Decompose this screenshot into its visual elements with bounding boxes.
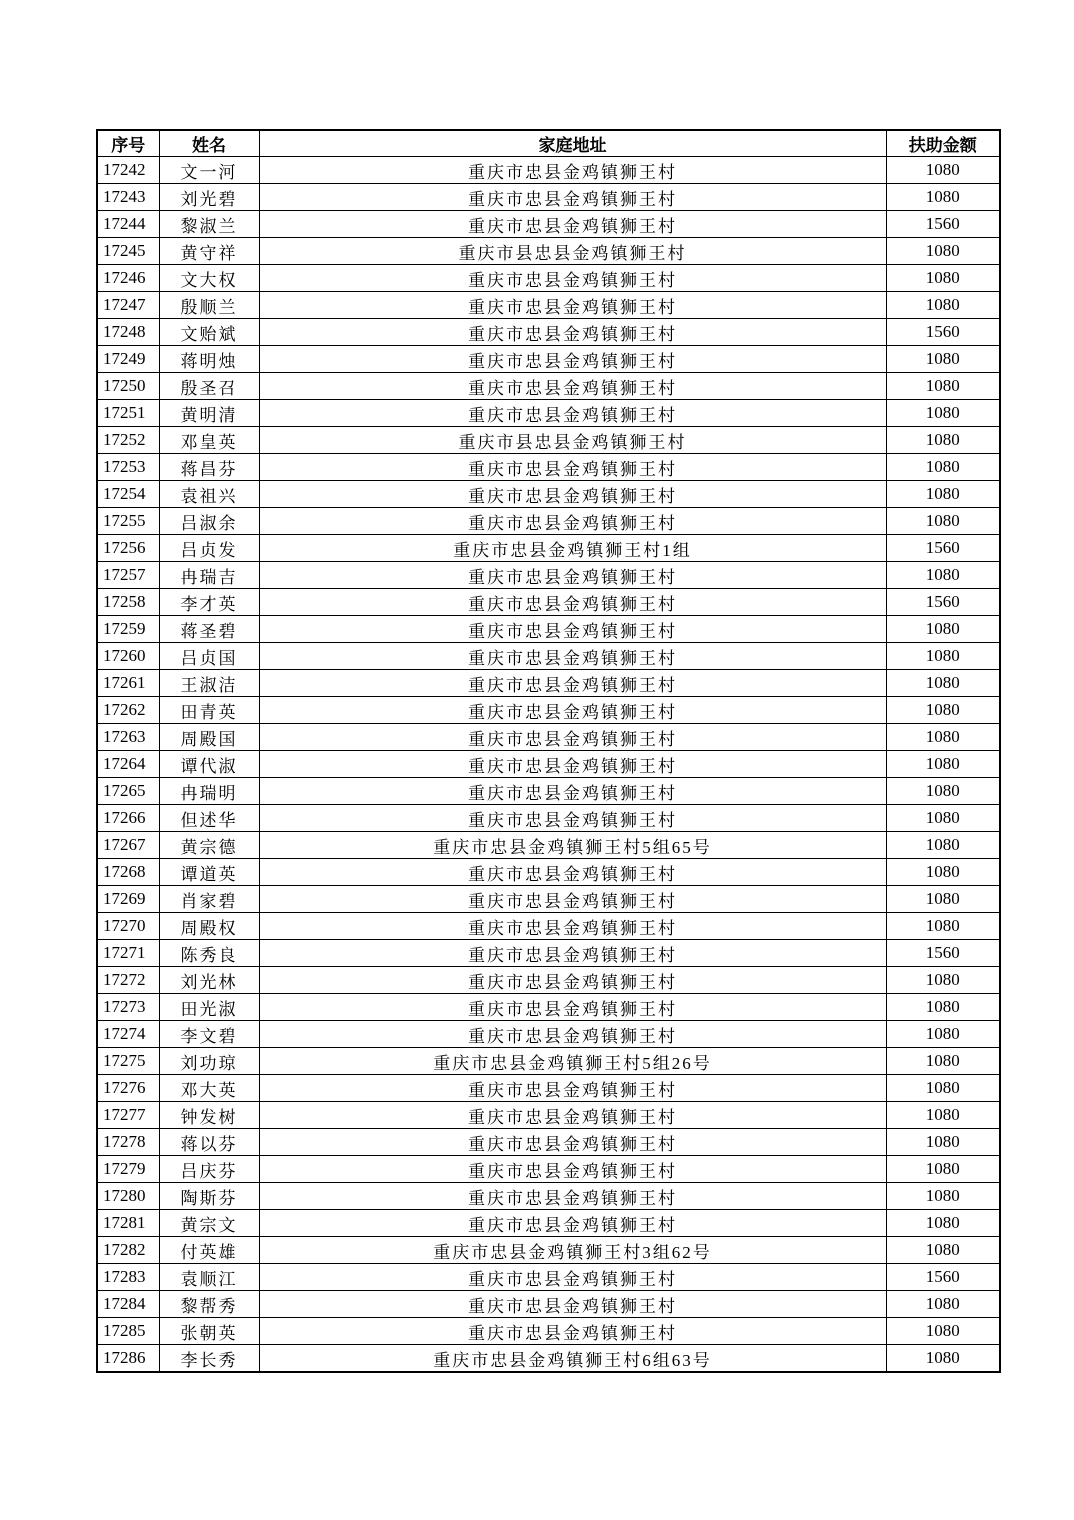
- table-row: [97, 481, 1000, 508]
- address-cell: 重庆市忠县金鸡镇狮王村: [259, 1291, 886, 1318]
- name-cell: 李才英: [159, 589, 259, 616]
- amount-cell: 1080: [886, 562, 1000, 589]
- seq-cell: 17244: [97, 211, 159, 238]
- address-cell: 重庆市忠县金鸡镇狮王村: [259, 1264, 886, 1291]
- name-cell: 文贻斌: [159, 319, 259, 346]
- address-cell: 重庆市忠县金鸡镇狮王村: [259, 454, 886, 481]
- table-row: [97, 832, 1000, 859]
- amount-cell: 1080: [886, 724, 1000, 751]
- seq-cell: 17248: [97, 319, 159, 346]
- amount-cell: 1080: [886, 346, 1000, 373]
- amount-cell: 1080: [886, 1156, 1000, 1183]
- seq-cell: 17251: [97, 400, 159, 427]
- amount-cell: 1080: [886, 616, 1000, 643]
- seq-cell: 17254: [97, 481, 159, 508]
- seq-cell: 17255: [97, 508, 159, 535]
- seq-cell: 17283: [97, 1264, 159, 1291]
- seq-cell: 17264: [97, 751, 159, 778]
- seq-cell: 17262: [97, 697, 159, 724]
- address-cell: 重庆市忠县金鸡镇狮王村: [259, 859, 886, 886]
- name-cell: 张朝英: [159, 1318, 259, 1345]
- name-cell: 文一河: [159, 157, 259, 184]
- seq-cell: 17257: [97, 562, 159, 589]
- seq-cell: 17269: [97, 886, 159, 913]
- table-row: [97, 643, 1000, 670]
- table-row: [97, 724, 1000, 751]
- name-cell: 殷顺兰: [159, 292, 259, 319]
- table-row: [97, 562, 1000, 589]
- amount-cell: 1080: [886, 859, 1000, 886]
- table-row: [97, 940, 1000, 967]
- table-row: [97, 859, 1000, 886]
- amount-cell: 1080: [886, 670, 1000, 697]
- seq-cell: 17265: [97, 778, 159, 805]
- seq-cell: 17284: [97, 1291, 159, 1318]
- amount-cell: 1560: [886, 211, 1000, 238]
- name-cell: 邓皇英: [159, 427, 259, 454]
- amount-cell: 1080: [886, 778, 1000, 805]
- amount-cell: 1080: [886, 427, 1000, 454]
- table-row: [97, 346, 1000, 373]
- table-row: [97, 1291, 1000, 1318]
- name-cell: 蒋以芬: [159, 1129, 259, 1156]
- amount-cell: 1080: [886, 400, 1000, 427]
- seq-cell: 17281: [97, 1210, 159, 1237]
- table-row: [97, 589, 1000, 616]
- address-cell: 重庆市忠县金鸡镇狮王村: [259, 481, 886, 508]
- amount-cell: 1080: [886, 1102, 1000, 1129]
- table-row: [97, 616, 1000, 643]
- header-amount: 扶助金额: [886, 130, 1000, 157]
- table-row: [97, 508, 1000, 535]
- table-row: [97, 1264, 1000, 1291]
- seq-cell: 17274: [97, 1021, 159, 1048]
- table-row: [97, 1237, 1000, 1264]
- address-cell: 重庆市忠县金鸡镇狮王村: [259, 994, 886, 1021]
- address-cell: 重庆市忠县金鸡镇狮王村: [259, 886, 886, 913]
- table-row: [97, 427, 1000, 454]
- address-cell: 重庆市忠县金鸡镇狮王村5组65号: [259, 832, 886, 859]
- amount-cell: 1080: [886, 292, 1000, 319]
- table-row: [97, 292, 1000, 319]
- seq-cell: 17268: [97, 859, 159, 886]
- name-cell: 黄宗文: [159, 1210, 259, 1237]
- seq-cell: 17273: [97, 994, 159, 1021]
- name-cell: 袁祖兴: [159, 481, 259, 508]
- name-cell: 周殿权: [159, 913, 259, 940]
- address-cell: 重庆市忠县金鸡镇狮王村: [259, 697, 886, 724]
- amount-cell: 1080: [886, 1075, 1000, 1102]
- name-cell: 王淑洁: [159, 670, 259, 697]
- seq-cell: 17277: [97, 1102, 159, 1129]
- address-cell: 重庆市忠县金鸡镇狮王村: [259, 643, 886, 670]
- address-cell: 重庆市忠县金鸡镇狮王村: [259, 967, 886, 994]
- amount-cell: 1080: [886, 967, 1000, 994]
- name-cell: 蒋明烛: [159, 346, 259, 373]
- seq-cell: 17263: [97, 724, 159, 751]
- table-row: [97, 913, 1000, 940]
- amount-cell: 1080: [886, 238, 1000, 265]
- name-cell: 蒋圣碧: [159, 616, 259, 643]
- amount-cell: 1080: [886, 1210, 1000, 1237]
- amount-cell: 1080: [886, 481, 1000, 508]
- name-cell: 冉瑞明: [159, 778, 259, 805]
- name-cell: 钟发树: [159, 1102, 259, 1129]
- amount-cell: 1080: [886, 643, 1000, 670]
- name-cell: 黎帮秀: [159, 1291, 259, 1318]
- amount-cell: 1080: [886, 1237, 1000, 1264]
- name-cell: 蒋昌芬: [159, 454, 259, 481]
- amount-cell: 1080: [886, 832, 1000, 859]
- name-cell: 冉瑞吉: [159, 562, 259, 589]
- seq-cell: 17242: [97, 157, 159, 184]
- amount-cell: 1080: [886, 1183, 1000, 1210]
- table-body: [97, 157, 1000, 1373]
- name-cell: 殷圣召: [159, 373, 259, 400]
- seq-cell: 17285: [97, 1318, 159, 1345]
- name-cell: 刘功琼: [159, 1048, 259, 1075]
- amount-cell: 1560: [886, 535, 1000, 562]
- name-cell: 刘光碧: [159, 184, 259, 211]
- name-cell: 田光淑: [159, 994, 259, 1021]
- address-cell: 重庆市忠县金鸡镇狮王村: [259, 211, 886, 238]
- amount-cell: 1080: [886, 1318, 1000, 1345]
- table-row: [97, 805, 1000, 832]
- table-header-row: [97, 130, 1000, 157]
- address-cell: 重庆市忠县金鸡镇狮王村: [259, 751, 886, 778]
- table-row: [97, 535, 1000, 562]
- table-row: [97, 1129, 1000, 1156]
- address-cell: 重庆市忠县金鸡镇狮王村: [259, 157, 886, 184]
- seq-cell: 17260: [97, 643, 159, 670]
- address-cell: 重庆市忠县金鸡镇狮王村: [259, 1210, 886, 1237]
- name-cell: 吕淑余: [159, 508, 259, 535]
- name-cell: 黄宗德: [159, 832, 259, 859]
- header-seq: 序号: [97, 130, 159, 157]
- name-cell: 袁顺江: [159, 1264, 259, 1291]
- name-cell: 刘光林: [159, 967, 259, 994]
- address-cell: 重庆市县忠县金鸡镇狮王村: [259, 427, 886, 454]
- amount-cell: 1080: [886, 805, 1000, 832]
- table-row: [97, 886, 1000, 913]
- address-cell: 重庆市忠县金鸡镇狮王村5组26号: [259, 1048, 886, 1075]
- name-cell: 李文碧: [159, 1021, 259, 1048]
- amount-cell: 1080: [886, 1021, 1000, 1048]
- address-cell: 重庆市忠县金鸡镇狮王村: [259, 184, 886, 211]
- seq-cell: 17272: [97, 967, 159, 994]
- amount-cell: 1080: [886, 913, 1000, 940]
- table-row: [97, 670, 1000, 697]
- seq-cell: 17252: [97, 427, 159, 454]
- amount-cell: 1080: [886, 994, 1000, 1021]
- table-row: [97, 1102, 1000, 1129]
- table-row: [97, 697, 1000, 724]
- name-cell: 吕贞国: [159, 643, 259, 670]
- address-cell: 重庆市忠县金鸡镇狮王村: [259, 616, 886, 643]
- address-cell: 重庆市忠县金鸡镇狮王村: [259, 562, 886, 589]
- seq-cell: 17243: [97, 184, 159, 211]
- seq-cell: 17246: [97, 265, 159, 292]
- name-cell: 肖家碧: [159, 886, 259, 913]
- name-cell: 谭道英: [159, 859, 259, 886]
- address-cell: 重庆市忠县金鸡镇狮王村: [259, 1183, 886, 1210]
- table-row: [97, 454, 1000, 481]
- seq-cell: 17247: [97, 292, 159, 319]
- address-cell: 重庆市忠县金鸡镇狮王村6组63号: [259, 1345, 886, 1373]
- seq-cell: 17267: [97, 832, 159, 859]
- table-row: [97, 1345, 1000, 1373]
- amount-cell: 1080: [886, 1048, 1000, 1075]
- address-cell: 重庆市忠县金鸡镇狮王村: [259, 589, 886, 616]
- amount-cell: 1080: [886, 1129, 1000, 1156]
- table-row: [97, 184, 1000, 211]
- table-row: [97, 1075, 1000, 1102]
- address-cell: 重庆市忠县金鸡镇狮王村: [259, 1102, 886, 1129]
- header-name: 姓名: [159, 130, 259, 157]
- name-cell: 周殿国: [159, 724, 259, 751]
- name-cell: 吕贞发: [159, 535, 259, 562]
- address-cell: 重庆市忠县金鸡镇狮王村: [259, 805, 886, 832]
- table-row: [97, 994, 1000, 1021]
- table-row: [97, 1156, 1000, 1183]
- name-cell: 黎淑兰: [159, 211, 259, 238]
- name-cell: 李长秀: [159, 1345, 259, 1373]
- name-cell: 陈秀良: [159, 940, 259, 967]
- seq-cell: 17278: [97, 1129, 159, 1156]
- table-row: [97, 400, 1000, 427]
- table-row: [97, 1183, 1000, 1210]
- address-cell: 重庆市忠县金鸡镇狮王村: [259, 670, 886, 697]
- table-row: [97, 319, 1000, 346]
- seq-cell: 17286: [97, 1345, 159, 1373]
- aid-recipient-table: [96, 129, 1001, 1373]
- name-cell: 田青英: [159, 697, 259, 724]
- address-cell: 重庆市忠县金鸡镇狮王村3组62号: [259, 1237, 886, 1264]
- table-row: [97, 373, 1000, 400]
- address-cell: 重庆市忠县金鸡镇狮王村: [259, 1075, 886, 1102]
- seq-cell: 17270: [97, 913, 159, 940]
- seq-cell: 17249: [97, 346, 159, 373]
- name-cell: 付英雄: [159, 1237, 259, 1264]
- amount-cell: 1560: [886, 1264, 1000, 1291]
- seq-cell: 17271: [97, 940, 159, 967]
- address-cell: 重庆市忠县金鸡镇狮王村: [259, 400, 886, 427]
- seq-cell: 17282: [97, 1237, 159, 1264]
- address-cell: 重庆市忠县金鸡镇狮王村: [259, 940, 886, 967]
- seq-cell: 17250: [97, 373, 159, 400]
- amount-cell: 1080: [886, 265, 1000, 292]
- table-row: [97, 265, 1000, 292]
- table-row: [97, 1210, 1000, 1237]
- amount-cell: 1080: [886, 886, 1000, 913]
- seq-cell: 17266: [97, 805, 159, 832]
- amount-cell: 1080: [886, 697, 1000, 724]
- table-row: [97, 1021, 1000, 1048]
- name-cell: 黄明清: [159, 400, 259, 427]
- amount-cell: 1560: [886, 940, 1000, 967]
- seq-cell: 17256: [97, 535, 159, 562]
- address-cell: 重庆市忠县金鸡镇狮王村1组: [259, 535, 886, 562]
- amount-cell: 1080: [886, 1345, 1000, 1373]
- seq-cell: 17253: [97, 454, 159, 481]
- address-cell: 重庆市忠县金鸡镇狮王村: [259, 373, 886, 400]
- address-cell: 重庆市忠县金鸡镇狮王村: [259, 319, 886, 346]
- table-row: [97, 238, 1000, 265]
- seq-cell: 17280: [97, 1183, 159, 1210]
- table-row: [97, 967, 1000, 994]
- address-cell: 重庆市忠县金鸡镇狮王村: [259, 265, 886, 292]
- amount-cell: 1080: [886, 751, 1000, 778]
- table-row: [97, 157, 1000, 184]
- address-cell: 重庆市忠县金鸡镇狮王村: [259, 346, 886, 373]
- amount-cell: 1560: [886, 319, 1000, 346]
- table-row: [97, 211, 1000, 238]
- address-cell: 重庆市忠县金鸡镇狮王村: [259, 913, 886, 940]
- address-cell: 重庆市忠县金鸡镇狮王村: [259, 778, 886, 805]
- seq-cell: 17259: [97, 616, 159, 643]
- seq-cell: 17261: [97, 670, 159, 697]
- amount-cell: 1560: [886, 589, 1000, 616]
- seq-cell: 17245: [97, 238, 159, 265]
- name-cell: 邓大英: [159, 1075, 259, 1102]
- name-cell: 文大权: [159, 265, 259, 292]
- amount-cell: 1080: [886, 373, 1000, 400]
- name-cell: 黄守祥: [159, 238, 259, 265]
- seq-cell: 17275: [97, 1048, 159, 1075]
- name-cell: 吕庆芬: [159, 1156, 259, 1183]
- address-cell: 重庆市忠县金鸡镇狮王村: [259, 1021, 886, 1048]
- name-cell: 陶斯芬: [159, 1183, 259, 1210]
- amount-cell: 1080: [886, 454, 1000, 481]
- amount-cell: 1080: [886, 1291, 1000, 1318]
- seq-cell: 17279: [97, 1156, 159, 1183]
- name-cell: 但述华: [159, 805, 259, 832]
- table-row: [97, 1318, 1000, 1345]
- address-cell: 重庆市县忠县金鸡镇狮王村: [259, 238, 886, 265]
- name-cell: 谭代淑: [159, 751, 259, 778]
- address-cell: 重庆市忠县金鸡镇狮王村: [259, 724, 886, 751]
- seq-cell: 17258: [97, 589, 159, 616]
- address-cell: 重庆市忠县金鸡镇狮王村: [259, 292, 886, 319]
- table-row: [97, 1048, 1000, 1075]
- address-cell: 重庆市忠县金鸡镇狮王村: [259, 508, 886, 535]
- table-row: [97, 751, 1000, 778]
- amount-cell: 1080: [886, 508, 1000, 535]
- address-cell: 重庆市忠县金鸡镇狮王村: [259, 1129, 886, 1156]
- amount-cell: 1080: [886, 157, 1000, 184]
- address-cell: 重庆市忠县金鸡镇狮王村: [259, 1318, 886, 1345]
- amount-cell: 1080: [886, 184, 1000, 211]
- seq-cell: 17276: [97, 1075, 159, 1102]
- address-cell: 重庆市忠县金鸡镇狮王村: [259, 1156, 886, 1183]
- table-row: [97, 778, 1000, 805]
- header-address: 家庭地址: [259, 130, 886, 157]
